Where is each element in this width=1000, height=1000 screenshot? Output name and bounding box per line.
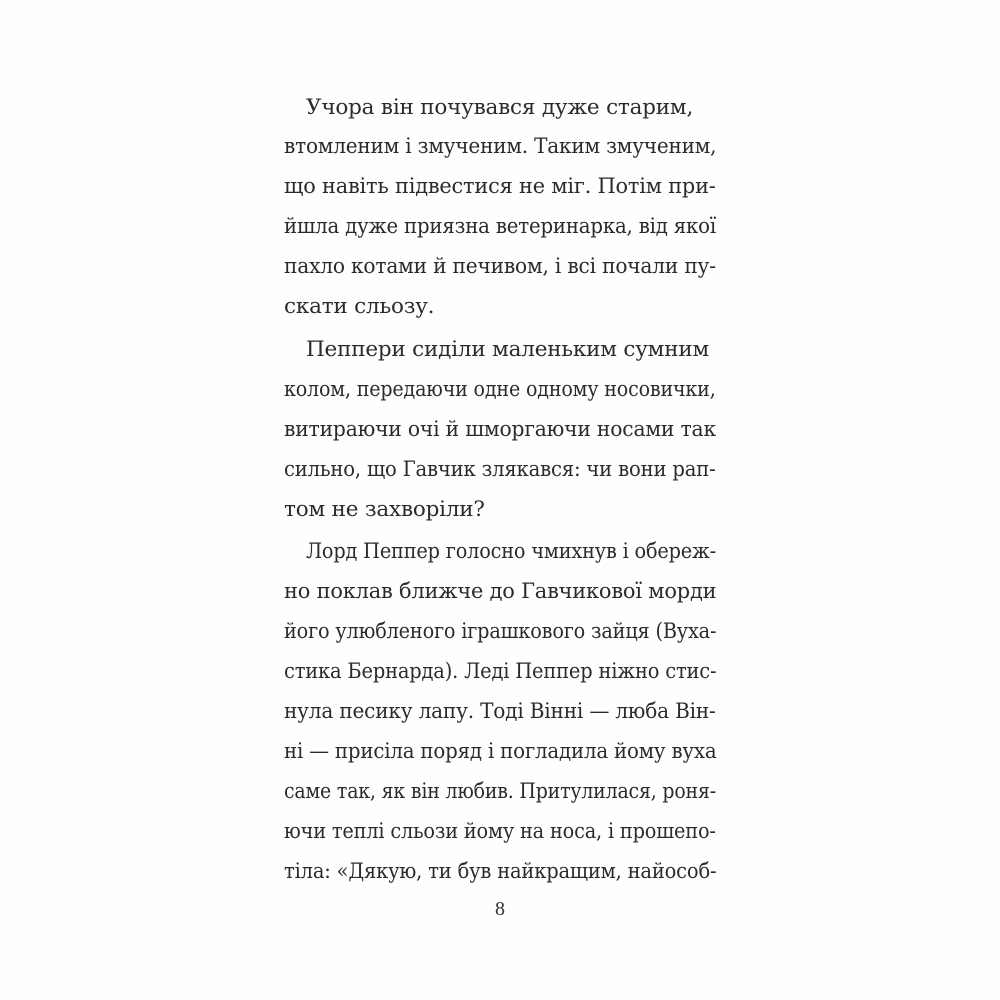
text-line: стика Бернарда). Леді Пеппер ніжно стис- [284,659,717,684]
text-line: його улюбленого іграшкового зайця (Вуха- [284,619,717,644]
text-line: колом, передаючи одне одному носовички, [284,377,716,402]
text-line: ні — присіла поряд і погладила йому вуха [284,739,717,764]
text-line: тіла: «Дякую, ти був найкращим, найособ- [284,859,717,884]
text-line: скати сльозу. [284,294,435,319]
text-line: Лорд Пеппер голосно чмихнув і обереж- [306,539,716,564]
text-line: саме так, як він любив. Притулилася, роня- [284,779,716,804]
text-line: сильно, що Гавчик злякався: чи вони рап- [284,457,716,482]
text-line: ючи теплі сльози йому на носа, і прошепо- [284,819,716,844]
text-line: нула песику лапу. Тоді Вінні — люба Він- [284,699,716,724]
text-line: том не захворіли? [284,497,485,522]
text-line: пахло котами й печивом, і всі почали пу- [284,254,716,279]
text-line: що навіть підвестися не міг. Потім при- [284,174,716,199]
page-number: 8 [495,898,505,920]
text-line: Учора він почувався дуже старим, [306,95,694,120]
text-line: йшла дуже приязна ветеринарка, від якої [284,214,717,239]
text-line: втомленим і змученим. Таким змученим, [284,134,717,159]
text-line: витираючи очі й шморгаючи носами так [284,417,716,442]
text-line: Пеппери сиділи маленьким сумним [306,337,709,362]
text-line: но поклав ближче до Гавчикової морди [284,579,717,604]
